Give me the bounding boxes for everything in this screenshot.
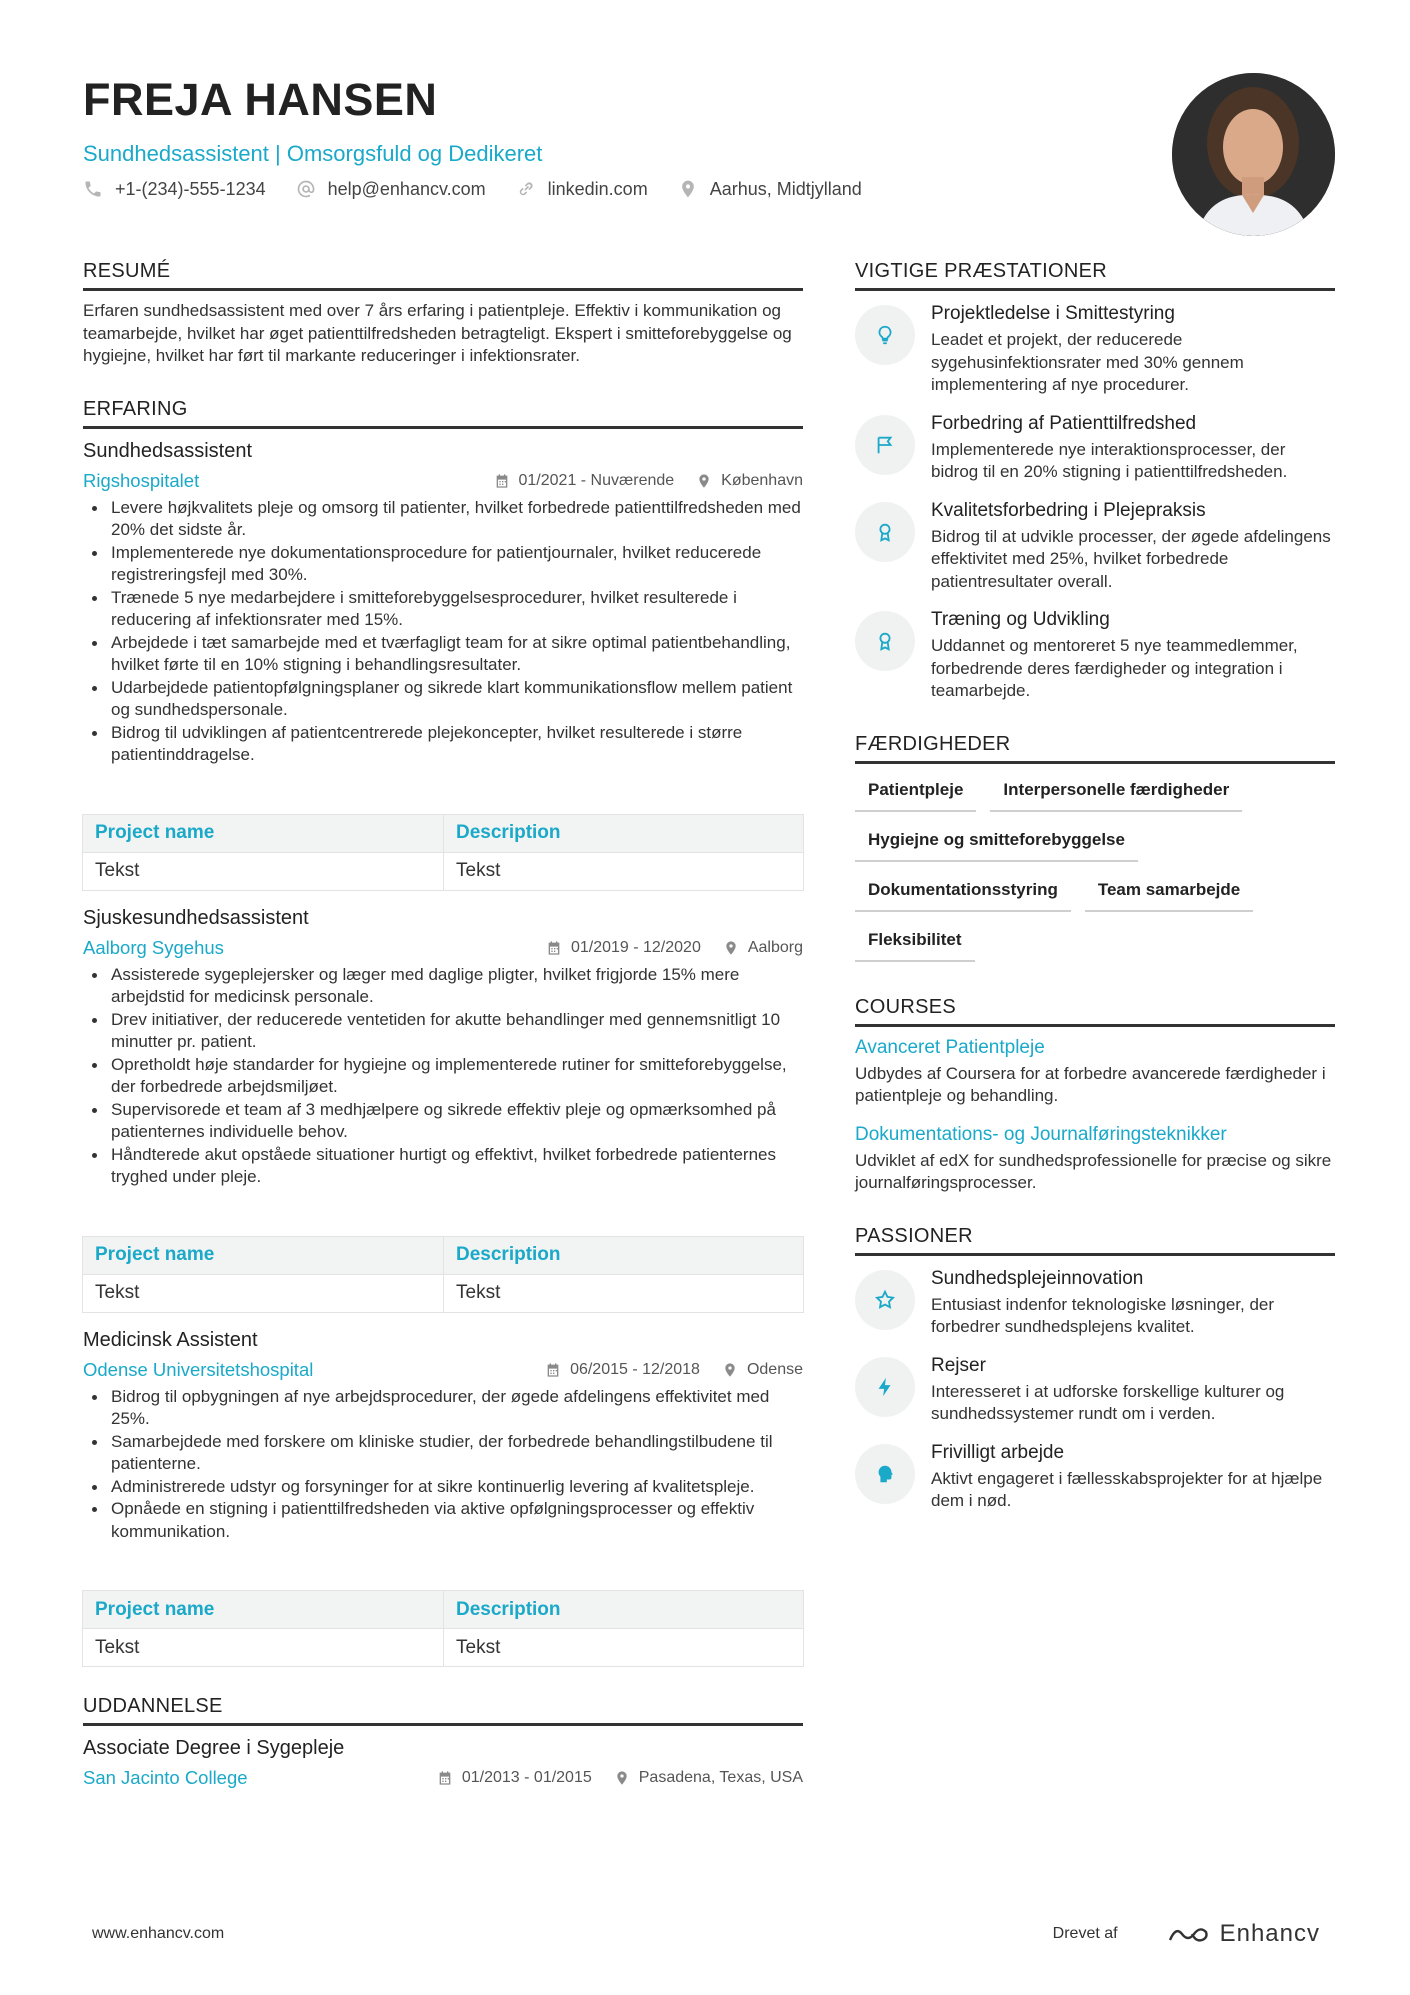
bullet-item: Trænede 5 nye medarbejdere i smitteforebyggelsesprocedurer, hvilket resulterede i reducering af infektionsrater med 15%. xyxy=(83,587,803,632)
section-title-education: UDDANNELSE xyxy=(83,1693,803,1726)
contact-email[interactable] xyxy=(296,176,486,202)
skill-tag: Hygiejne og smitteforebyggelse xyxy=(855,818,1138,862)
footer-brand xyxy=(1053,1920,1320,1948)
location-pin-icon xyxy=(678,179,698,199)
phone-icon xyxy=(83,179,103,199)
star-icon xyxy=(855,1270,915,1330)
achievement-item xyxy=(855,411,1335,484)
job-location-text: Aalborg xyxy=(747,938,803,956)
achievement-body xyxy=(931,498,1335,594)
skill-tag: Interpersonelle færdigheder xyxy=(990,768,1242,812)
bullet-item: Administrerede udstyr og forsyninger for at sikre kontinuerlig levering af kvalitetspleje. xyxy=(83,1476,803,1499)
table-cell: Tekst xyxy=(83,852,444,890)
job-dates-text: 01/2021 - Nuværende xyxy=(518,471,675,489)
job-details xyxy=(472,472,804,490)
award-icon xyxy=(855,502,915,562)
candidate-subtitle: Sundhedsassistent | Omsorgsfuld og Dedikeret xyxy=(83,141,543,166)
bullet-item: Håndterede akut opståede situationer hurtigt og effektivt, hvilket forbedrede patienternes tryghed under pleje. xyxy=(83,1144,803,1189)
achievement-desc: Bidrog til at udvikle processer, der øgede afdelingens effektivitet med 25%, hvilket forbedrede patientresultater overall. xyxy=(931,526,1331,591)
job-title: Sundhedsassistent xyxy=(83,439,253,462)
job-title: Sjuskesundhedsassistent xyxy=(83,906,309,929)
section-title-passions: PASSIONER xyxy=(855,1223,1335,1256)
bullet-item: Bidrog til udviklingen af patientcentrerede plejekoncepter, hvilket resulterede i større patientinddragelse. xyxy=(83,722,803,767)
achievement-title: Træning og Udvikling xyxy=(931,609,1110,630)
passion-body xyxy=(931,1266,1335,1339)
achievement-title: Projektledelse i Smittestyring xyxy=(931,303,1175,324)
job-dates xyxy=(545,1361,700,1379)
bullet-item: Arbejdede i tæt samarbejde med et tværfagligt team for at sikre optimal patientbehandling, hvilket førte til en 10% stigning i behandlingsresultater. xyxy=(83,632,803,677)
job-meta xyxy=(83,936,803,960)
passion-title: Sundhedsplejeinnovation xyxy=(931,1267,1144,1289)
education-entry xyxy=(83,1735,803,1790)
passion-item xyxy=(855,1353,1335,1426)
passion-title: Rejser xyxy=(931,1354,986,1376)
enhancv-logo-icon xyxy=(1166,1922,1210,1946)
powered-by-label: Drevet af xyxy=(1052,1925,1118,1942)
skill-tag: Fleksibilitet xyxy=(855,918,975,962)
passion-item xyxy=(855,1440,1335,1513)
passion-desc: Interesseret i at udforske forskellige kulturer og sundhedssystemer rundt om i verden. xyxy=(931,1381,1285,1423)
job-bullets xyxy=(83,964,803,1189)
passion-body xyxy=(931,1353,1335,1426)
skills-list xyxy=(855,768,1335,968)
passion-desc: Aktivt engageret i fællesskabsprojekter for at hjælpe dem i nød. xyxy=(931,1468,1323,1510)
left-column xyxy=(83,258,803,1790)
table-cell: Tekst xyxy=(83,1629,444,1667)
course-desc: Udviklet af edX for sundhedsprofessionelle for præcise og sikre journalføringsprocesser. xyxy=(855,1150,1332,1192)
education-dates-text: 01/2013 - 01/2015 xyxy=(461,1769,592,1786)
job-location xyxy=(723,939,803,957)
lightbulb-icon xyxy=(855,305,915,365)
location-pin-icon xyxy=(696,473,712,489)
location-text: Aarhus, Midtjylland xyxy=(709,179,862,199)
contact-linkedin[interactable] xyxy=(516,176,648,202)
bullet-item: Levere højkvalitets pleje og omsorg til patienter, hvilket forbedrede patienttilfredsheden med 20% det sidste år. xyxy=(83,497,803,542)
at-icon xyxy=(296,179,316,199)
achievement-desc: Leadet et projekt, der reducerede sygehusinfektionsrater med 30% gennem implementering af nye procedurer. xyxy=(931,330,1244,394)
table-row xyxy=(83,1274,804,1312)
project-table xyxy=(82,1590,804,1667)
head-icon xyxy=(855,1444,915,1504)
passion-item xyxy=(855,1266,1335,1339)
achievement-item xyxy=(855,301,1335,397)
bullet-item: Udarbejdede patientopfølgningsplaner og sikrede klart kommunikationsflow mellem patient og sundhedspersonale. xyxy=(83,677,803,722)
contact-phone xyxy=(83,176,266,202)
job-entry xyxy=(83,905,803,1313)
school-name: San Jacinto College xyxy=(83,1767,248,1788)
job-dates xyxy=(494,472,675,490)
skill-tag: Dokumentationsstyring xyxy=(855,868,1071,912)
achievement-title: Forbedring af Patienttilfredshed xyxy=(931,412,1197,434)
bullet-item: Samarbejdede med forskere om kliniske studier, der forbedrede behandlingstilbudene til patienterne. xyxy=(83,1431,803,1476)
passion-title: Frivilligt arbejde xyxy=(931,1441,1065,1463)
table-cell: Tekst xyxy=(444,1274,804,1312)
phone-text: +1-(234)-555-1234 xyxy=(115,179,266,199)
skill-tag: Team samarbejde xyxy=(1085,868,1253,912)
bullet-item: Drev initiativer, der reducerede ventetiden for akutte behandlinger med gennemsnitligt 10 minutter pr. patient. xyxy=(83,1009,803,1054)
achievement-title: Kvalitetsforbedring i Plejepraksis xyxy=(931,499,1206,521)
achievement-desc: Uddannet og mentoreret 5 nye teammedlemmer, forbedrende deres færdigheder og integration i teamarbejde. xyxy=(931,636,1298,700)
bullet-item: Supervisorede et team af 3 medhjælpere og sikrede effektiv pleje og opmærksomhed på patienternes individuelle behov. xyxy=(83,1099,803,1144)
calendar-icon xyxy=(494,473,510,489)
job-meta xyxy=(83,469,803,493)
footer xyxy=(92,1920,1320,1948)
project-table-header xyxy=(83,814,804,852)
course-title: Dokumentations- og Journalføringsteknikker xyxy=(855,1123,1227,1145)
course-title: Avanceret Patientpleje xyxy=(855,1036,1045,1058)
job-dates-text: 06/2015 - 12/2018 xyxy=(570,1360,700,1378)
skill-tag: Patientpleje xyxy=(855,768,976,812)
education-details xyxy=(415,1769,803,1787)
achievement-body xyxy=(931,301,1335,397)
table-row xyxy=(83,852,804,890)
calendar-icon xyxy=(546,940,562,956)
bullet-item: Assisterede sygeplejersker og læger med daglige pligter, hvilket frigjorde 15% mere arbejdstid for medicinsk personale. xyxy=(83,964,803,1009)
candidate-name: FREJA HANSEN xyxy=(83,74,438,125)
email-text: help@enhancv.com xyxy=(327,179,486,199)
achievement-body xyxy=(931,607,1335,703)
location-pin-icon xyxy=(614,1770,630,1786)
contact-row xyxy=(83,176,1163,202)
achievement-item xyxy=(855,498,1335,594)
table-row xyxy=(83,1629,804,1667)
location-pin-icon xyxy=(723,940,739,956)
job-entry xyxy=(83,438,803,891)
job-details xyxy=(523,1361,803,1379)
job-details xyxy=(524,939,803,957)
degree-title: Associate Degree i Sygepleje xyxy=(83,1737,345,1759)
job-meta xyxy=(83,1358,803,1382)
bullet-item: Opnåede en stigning i patienttilfredsheden via aktive opfølgningsprocesser og effektiv kommunikation. xyxy=(83,1498,803,1543)
footer-website[interactable]: www.enhancv.com xyxy=(92,1925,225,1942)
achievement-body xyxy=(931,411,1335,484)
job-location-text: København xyxy=(721,471,803,489)
flag-icon xyxy=(855,415,915,475)
calendar-icon xyxy=(437,1770,453,1786)
passion-body xyxy=(931,1440,1335,1513)
job-dates-text: 01/2019 - 12/2020 xyxy=(570,938,701,956)
project-name-header: Project name xyxy=(83,814,444,852)
job-entry xyxy=(83,1327,803,1668)
course-desc: Udbydes af Coursera for at forbedre avancerede færdigheder i patientpleje og behandling. xyxy=(855,1063,1326,1105)
project-table xyxy=(82,1236,804,1313)
section-title-achievements: VIGTIGE PRÆSTATIONER xyxy=(855,258,1335,291)
achievement-desc: Implementerede nye interaktionsprocesser, der bidrog til en 20% stigning i patienttilfredsheden. xyxy=(931,439,1288,481)
summary-text: Erfaren sundhedsassistent med over 7 års erfaring i patientpleje. Effektiv i kommunikation og teamarbejde, hvilket har øget patienttilfredsheden betragteligt. Ekspert i smitteforebyggelse og hygiejne, hvilket har ført til markante reduceringer i infektionsrater. xyxy=(83,301,792,365)
company-name: Rigshospitalet xyxy=(83,469,200,491)
link-icon xyxy=(516,179,536,199)
job-dates xyxy=(546,939,701,957)
header xyxy=(83,72,1163,202)
award-icon xyxy=(855,611,915,671)
job-bullets xyxy=(83,497,803,767)
description-header: Description xyxy=(444,1591,804,1629)
education-location-text: Pasadena, Texas, USA xyxy=(638,1769,803,1786)
company-name: Odense Universitetshospital xyxy=(83,1358,314,1380)
section-title-experience: ERFARING xyxy=(83,396,803,429)
project-table xyxy=(82,814,804,891)
company-name: Aalborg Sygehus xyxy=(83,936,224,958)
table-cell: Tekst xyxy=(444,852,804,890)
table-cell: Tekst xyxy=(83,1274,444,1312)
project-name-header: Project name xyxy=(83,1236,444,1274)
job-location-text: Odense xyxy=(746,1360,803,1378)
job-title: Medicinsk Assistent xyxy=(83,1328,258,1351)
right-column xyxy=(855,258,1335,1513)
achievement-item xyxy=(855,607,1335,703)
enhancv-logo[interactable] xyxy=(1166,1920,1320,1948)
section-title-courses: COURSES xyxy=(855,994,1335,1027)
table-cell: Tekst xyxy=(444,1629,804,1667)
location-pin-icon xyxy=(722,1362,738,1378)
passion-desc: Entusiast indenfor teknologiske løsninger, der forbedrer sundhedsplejens kvalitet. xyxy=(931,1294,1275,1336)
job-bullets xyxy=(83,1386,803,1544)
brand-name: Enhancv xyxy=(1219,1920,1320,1947)
project-table-header xyxy=(83,1591,804,1629)
bullet-item: Opretholdt høje standarder for hygiejne og implementerede rutiner for smitteforebyggelse, der forbedrede arbejdsmiljøet. xyxy=(83,1054,803,1099)
section-title-skills: FÆRDIGHEDER xyxy=(855,731,1335,764)
bolt-icon xyxy=(855,1357,915,1417)
job-location xyxy=(722,1361,803,1379)
education-dates xyxy=(437,1769,592,1787)
section-title-resume: RESUMÉ xyxy=(83,258,803,291)
calendar-icon xyxy=(545,1362,561,1378)
contact-location xyxy=(678,176,862,202)
project-table-header xyxy=(83,1236,804,1274)
profile-photo xyxy=(1172,73,1335,236)
bullet-item: Bidrog til opbygningen af nye arbejdsprocedurer, der øgede afdelingens effektivitet med 25%. xyxy=(83,1386,803,1431)
education-meta xyxy=(83,1766,803,1790)
linkedin-text: linkedin.com xyxy=(547,179,648,199)
description-header: Description xyxy=(444,1236,804,1274)
education-location xyxy=(614,1769,803,1787)
project-name-header: Project name xyxy=(83,1591,444,1629)
description-header: Description xyxy=(444,814,804,852)
bullet-item: Implementerede nye dokumentationsprocedure for patientjournaler, hvilket reducerede registreringsfejl med 30%. xyxy=(83,542,803,587)
job-location xyxy=(696,472,803,490)
